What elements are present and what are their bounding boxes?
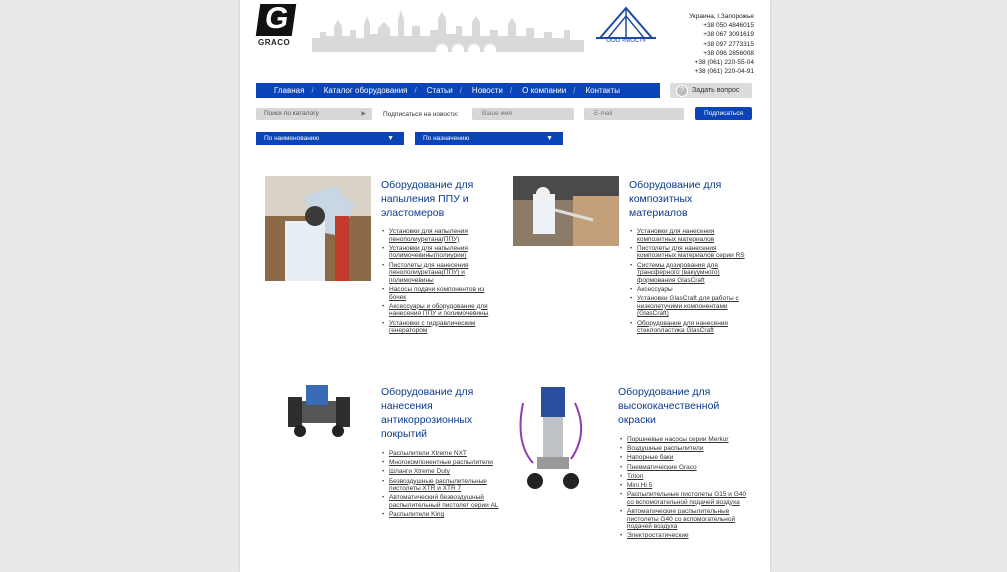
list-item[interactable]: • Автоматический безвоздушный распылительный пистолет серии AL (389, 494, 501, 509)
graco-g-icon (256, 4, 296, 36)
ask-question-label: Задать вопрос (692, 87, 740, 94)
list-item[interactable]: • Пистолеты для нанесения пенополиуретана(ППУ) и полимочевины (389, 262, 501, 285)
list-item[interactable]: • Распылители King (389, 511, 501, 519)
nav-separator: / (311, 86, 314, 95)
search-placeholder: Поиск по каталогу (264, 110, 319, 117)
category-list (629, 228, 749, 336)
sort-by-purpose-select[interactable] (415, 132, 563, 145)
ask-question-button[interactable] (670, 83, 752, 98)
name-field[interactable] (472, 108, 574, 120)
category-title[interactable]: Оборудование для композитных материалов (629, 179, 722, 219)
anticorrosion-sprayer-photo[interactable] (284, 383, 354, 439)
nav-catalog[interactable]: Каталог оборудования (323, 86, 408, 95)
sort-by-name-select[interactable] (256, 132, 404, 145)
subscribe-button[interactable]: Подписаться (695, 107, 752, 120)
question-icon: ? (676, 85, 688, 97)
contacts-block (689, 12, 754, 76)
list-item[interactable]: • Напорные баки (627, 454, 751, 462)
search-arrow-icon[interactable]: ▶ (361, 111, 366, 117)
list-item[interactable]: • Воздушные распылители (627, 445, 751, 453)
nav-separator: / (509, 86, 513, 95)
category-list (381, 450, 501, 520)
contact-phone: +38 050 4846015 (703, 22, 754, 30)
contact-city: Украина, г.Запорожье (689, 13, 754, 20)
list-item[interactable]: • Безвоздушные распылительные пистолеты XTR и XTR 7 (389, 478, 501, 493)
city-skyline-image (312, 6, 584, 52)
select-value: По назначению (423, 135, 470, 142)
list-item[interactable]: • Насосы подачи компонентов из бочек (389, 286, 501, 301)
nav-separator: / (459, 86, 462, 95)
nav-contacts[interactable]: Контакты (585, 86, 621, 95)
list-item[interactable]: • Установки для нанесения композитных материалов (637, 228, 749, 243)
nav-separator: / (573, 86, 576, 95)
page-container (240, 0, 770, 572)
list-item[interactable]: • Установки GlasCraft для работы с низколетучими компонентами (GlasCraft) (637, 295, 749, 318)
category-title[interactable]: Оборудование для нанесения антикоррозионных покрытий (381, 386, 474, 440)
list-item[interactable]: • Triton (627, 473, 751, 481)
contact-phone: +38 067 3091619 (703, 31, 754, 39)
list-item[interactable]: • Системы дозирования для трансферного (вакуумного) формования GlasCraft (637, 262, 749, 285)
partner-name: ООО «МОСТ» (606, 38, 646, 44)
name-placeholder: Ваше имя (482, 110, 513, 117)
list-item[interactable]: • Оборудование для нанесения стеклопластика GlasCraft (637, 320, 749, 335)
ppu-spraying-photo[interactable] (265, 176, 371, 281)
list-item[interactable]: • Распылители Xtreme NXT (389, 450, 501, 458)
email-placeholder: E-mail (594, 110, 613, 117)
nav-articles[interactable]: Статьи (426, 86, 453, 95)
category-title[interactable]: Оборудование для высококачественной окраски (618, 386, 720, 426)
category-title[interactable]: Оборудование для напыления ППУ и эластомеров (381, 179, 474, 219)
list-item[interactable]: • Аксессуары и оборудование для нанесения ППУ и полимочевины (389, 303, 501, 318)
nav-separator: / (414, 86, 417, 95)
list-item[interactable]: • Электростатические (627, 532, 751, 540)
category-list (381, 228, 501, 336)
nav-about[interactable]: О компании (522, 86, 567, 95)
list-item[interactable]: • Многокомпонентные распылители (389, 459, 501, 467)
contact-phone: +38 (061) 220-04-91 (694, 68, 754, 76)
contact-phone: +38 097 2773315 (703, 40, 754, 48)
main-nav (256, 83, 660, 98)
list-item[interactable]: • Шланги Xtreme Duty (389, 468, 501, 476)
nav-home[interactable]: Главная (274, 86, 305, 95)
contact-phone: +38 096 2856008 (703, 49, 754, 57)
email-field[interactable] (584, 108, 684, 120)
subscribe-label: Подписаться на новости: (383, 111, 459, 118)
list-item[interactable]: • Установки для напыления пенополиуретана(ППУ) (389, 228, 501, 243)
list-item[interactable]: • Пистолеты для нанесения композитных материалов серии RS (637, 245, 749, 260)
dropdown-arrow-icon: ▼ (387, 135, 394, 142)
contact-phone: +38 (061) 220-55-04 (694, 59, 754, 67)
list-item[interactable]: • Автоматические распылительные пистолеты G40 со вспомогательной подачей воздуха (627, 508, 751, 531)
list-item[interactable]: • Пневматические Grаco (627, 464, 751, 472)
list-item[interactable]: • Установки для напыления полимочевины(полиурии) (389, 245, 501, 260)
select-value: По наименованию (264, 135, 320, 142)
painting-pump-photo[interactable] (513, 383, 591, 491)
catalog-search-input[interactable] (256, 108, 372, 120)
list-item[interactable]: • Распылительные пистолеты G15 и G40 со вспомогательной подачей воздуха (627, 491, 751, 506)
logo-text: GRACO (258, 38, 291, 47)
category-list (619, 436, 751, 541)
list-item[interactable]: • Аксессуары (637, 286, 749, 294)
composite-spraying-photo[interactable] (513, 176, 619, 246)
list-item[interactable]: • Установки с гидравлическим генератором (389, 320, 501, 335)
nav-news[interactable]: Новости (471, 86, 503, 95)
dropdown-arrow-icon: ▼ (546, 135, 553, 142)
list-item[interactable]: • Mini Hi 5 (627, 482, 751, 490)
list-item[interactable]: • Поршневые насосы серии Merkur (627, 436, 751, 444)
graco-logo[interactable] (258, 4, 298, 47)
